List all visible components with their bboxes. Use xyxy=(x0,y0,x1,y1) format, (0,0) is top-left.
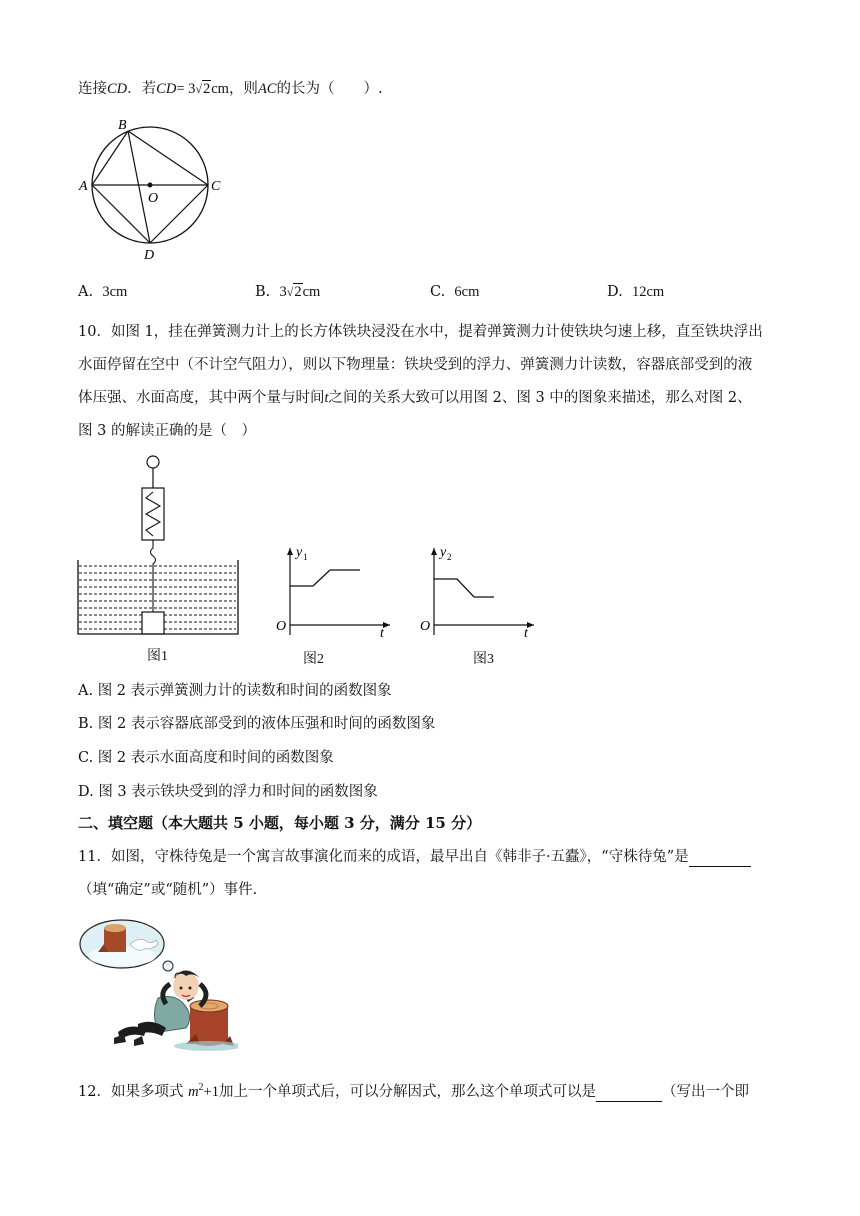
q9-text: ．若 xyxy=(127,81,157,97)
fig3-graph-line xyxy=(434,579,494,597)
q12-poly-exp: 2 xyxy=(198,1082,204,1093)
fig2-graph-line xyxy=(290,570,360,586)
label-o: O xyxy=(148,191,159,206)
fig3-t-label: t xyxy=(524,626,528,640)
q12-answer-blank[interactable] xyxy=(596,1085,662,1102)
fig2-y-sub: 1 xyxy=(303,552,308,562)
q9-text: 连接 xyxy=(78,81,107,97)
q10-figure-3 xyxy=(414,540,544,640)
q12-text: 加上一个单项式后，可以分解因式，那么这个单项式可以是 xyxy=(218,1083,596,1100)
q9-text: 的长为（ ）. xyxy=(276,81,383,97)
q9-eq-unit: cm xyxy=(211,81,229,97)
option-unit: cm xyxy=(302,284,321,300)
q11-stem-line-1 xyxy=(78,847,751,867)
label-c: C xyxy=(211,179,221,194)
option-radicand: 2 xyxy=(294,284,302,300)
iron-block xyxy=(142,612,164,634)
fig2-origin: O xyxy=(276,619,287,634)
fig2-y-label: y xyxy=(296,545,303,560)
option-coef: 3 xyxy=(279,284,287,300)
q12-poly-rest: +1 xyxy=(203,1083,219,1100)
q9-stem-tail: 连接CD．若CD= 3√2cm，则AC的长为（ ）. xyxy=(78,81,383,97)
seg-ab xyxy=(92,131,128,185)
q10-text: 体压强、水面高度，其中两个量与时间 xyxy=(78,390,325,406)
fig3-origin: O xyxy=(420,619,431,634)
option-text: 3cm xyxy=(102,284,128,300)
q10-option-d[interactable]: D. 图 3 表示铁块受到的浮力和时间的函数图象 xyxy=(78,784,378,800)
option-key: C. xyxy=(430,284,446,300)
fig2-caption: 图2 xyxy=(303,652,324,667)
fig3-caption: 图3 xyxy=(473,652,494,667)
q9-option-c[interactable] xyxy=(430,282,479,302)
q10-var-t: t xyxy=(324,390,329,406)
q10-text: 之间的关系大致可以用图 2、图 3 中的图象来描述，那么对图 2、 xyxy=(328,390,752,406)
q9-option-a[interactable] xyxy=(78,282,127,302)
q11-answer-blank[interactable] xyxy=(689,850,751,867)
q9-eq-coef: = 3 xyxy=(176,81,196,97)
q11-stem-line-2: （填“确定”或“随机”）事件. xyxy=(78,882,258,898)
q9-eq-radicand: 2 xyxy=(202,81,211,97)
q10-stem-line-2: 水面停留在空中（不计空气阻力），则以下物理量：铁块受到的浮力、弹簧测力计读数，容器底部受到的液 xyxy=(78,357,753,373)
label-a: A xyxy=(79,179,88,194)
q10-stem-line-3 xyxy=(78,388,752,408)
fig2-t-label: t xyxy=(380,626,384,640)
seg-da xyxy=(92,185,150,243)
q9-text: ，则 xyxy=(228,81,258,97)
option-text: 6cm xyxy=(454,284,480,300)
q9-cd: CD xyxy=(107,81,128,97)
q10-option-c[interactable]: C. 图 2 表示水面高度和时间的函数图象 xyxy=(78,750,334,766)
section-2-title: 二、填空题（本大题共 5 小题，每小题 3 分，满分 15 分） xyxy=(78,814,482,832)
q9-option-b[interactable]: B. 3√2cm xyxy=(255,284,321,300)
option-key: A. xyxy=(78,284,94,300)
q12-poly-m: m xyxy=(188,1083,199,1100)
q9-cd-eq: CD xyxy=(156,81,177,97)
q10-figure-2 xyxy=(270,540,400,640)
option-key: B. xyxy=(255,284,271,300)
fig1-caption: 图1 xyxy=(147,649,168,664)
q11-illustration xyxy=(78,914,238,1054)
q12-text: 12．如果多项式 xyxy=(78,1083,184,1100)
seg-bc xyxy=(128,131,208,185)
q11-text: 11．如图，守株待兔是一个寓言故事演化而来的成语，最早出自《韩非子·五蠹》，“守株待兔”是 xyxy=(78,849,689,865)
chord-bd xyxy=(128,131,150,243)
q10-figure-1 xyxy=(76,452,246,642)
label-d: D xyxy=(144,248,155,263)
hook-ring xyxy=(147,456,159,468)
fig3-y-label: y xyxy=(440,545,447,560)
fig3-y-sub: 2 xyxy=(447,552,452,562)
q9-ac: AC xyxy=(257,81,277,97)
q10-stem-line-1: 10．如图 1，挂在弹簧测力计上的长方体铁块浸没在水中，提着弹簧测力计使铁块匀速上移，直至铁块浮出 xyxy=(78,324,763,340)
q9-option-d[interactable] xyxy=(607,282,664,302)
center-dot xyxy=(148,183,153,188)
thought-cloud xyxy=(80,920,181,979)
seg-cd xyxy=(150,185,208,243)
q12-stem-line-1 xyxy=(78,1078,749,1102)
q10-stem-line-4: 图 3 的解读正确的是（ ） xyxy=(78,423,256,439)
label-b: B xyxy=(118,118,127,133)
option-key: D. xyxy=(607,284,623,300)
option-text: 12cm xyxy=(631,284,665,300)
q12-text: （写出一个即 xyxy=(661,1083,749,1100)
q9-circle-figure xyxy=(76,114,226,264)
q10-option-a[interactable]: A. 图 2 表示弹簧测力计的读数和时间的函数图象 xyxy=(78,683,392,699)
q10-option-b[interactable]: B. 图 2 表示容器底部受到的液体压强和时间的函数图象 xyxy=(78,716,436,732)
